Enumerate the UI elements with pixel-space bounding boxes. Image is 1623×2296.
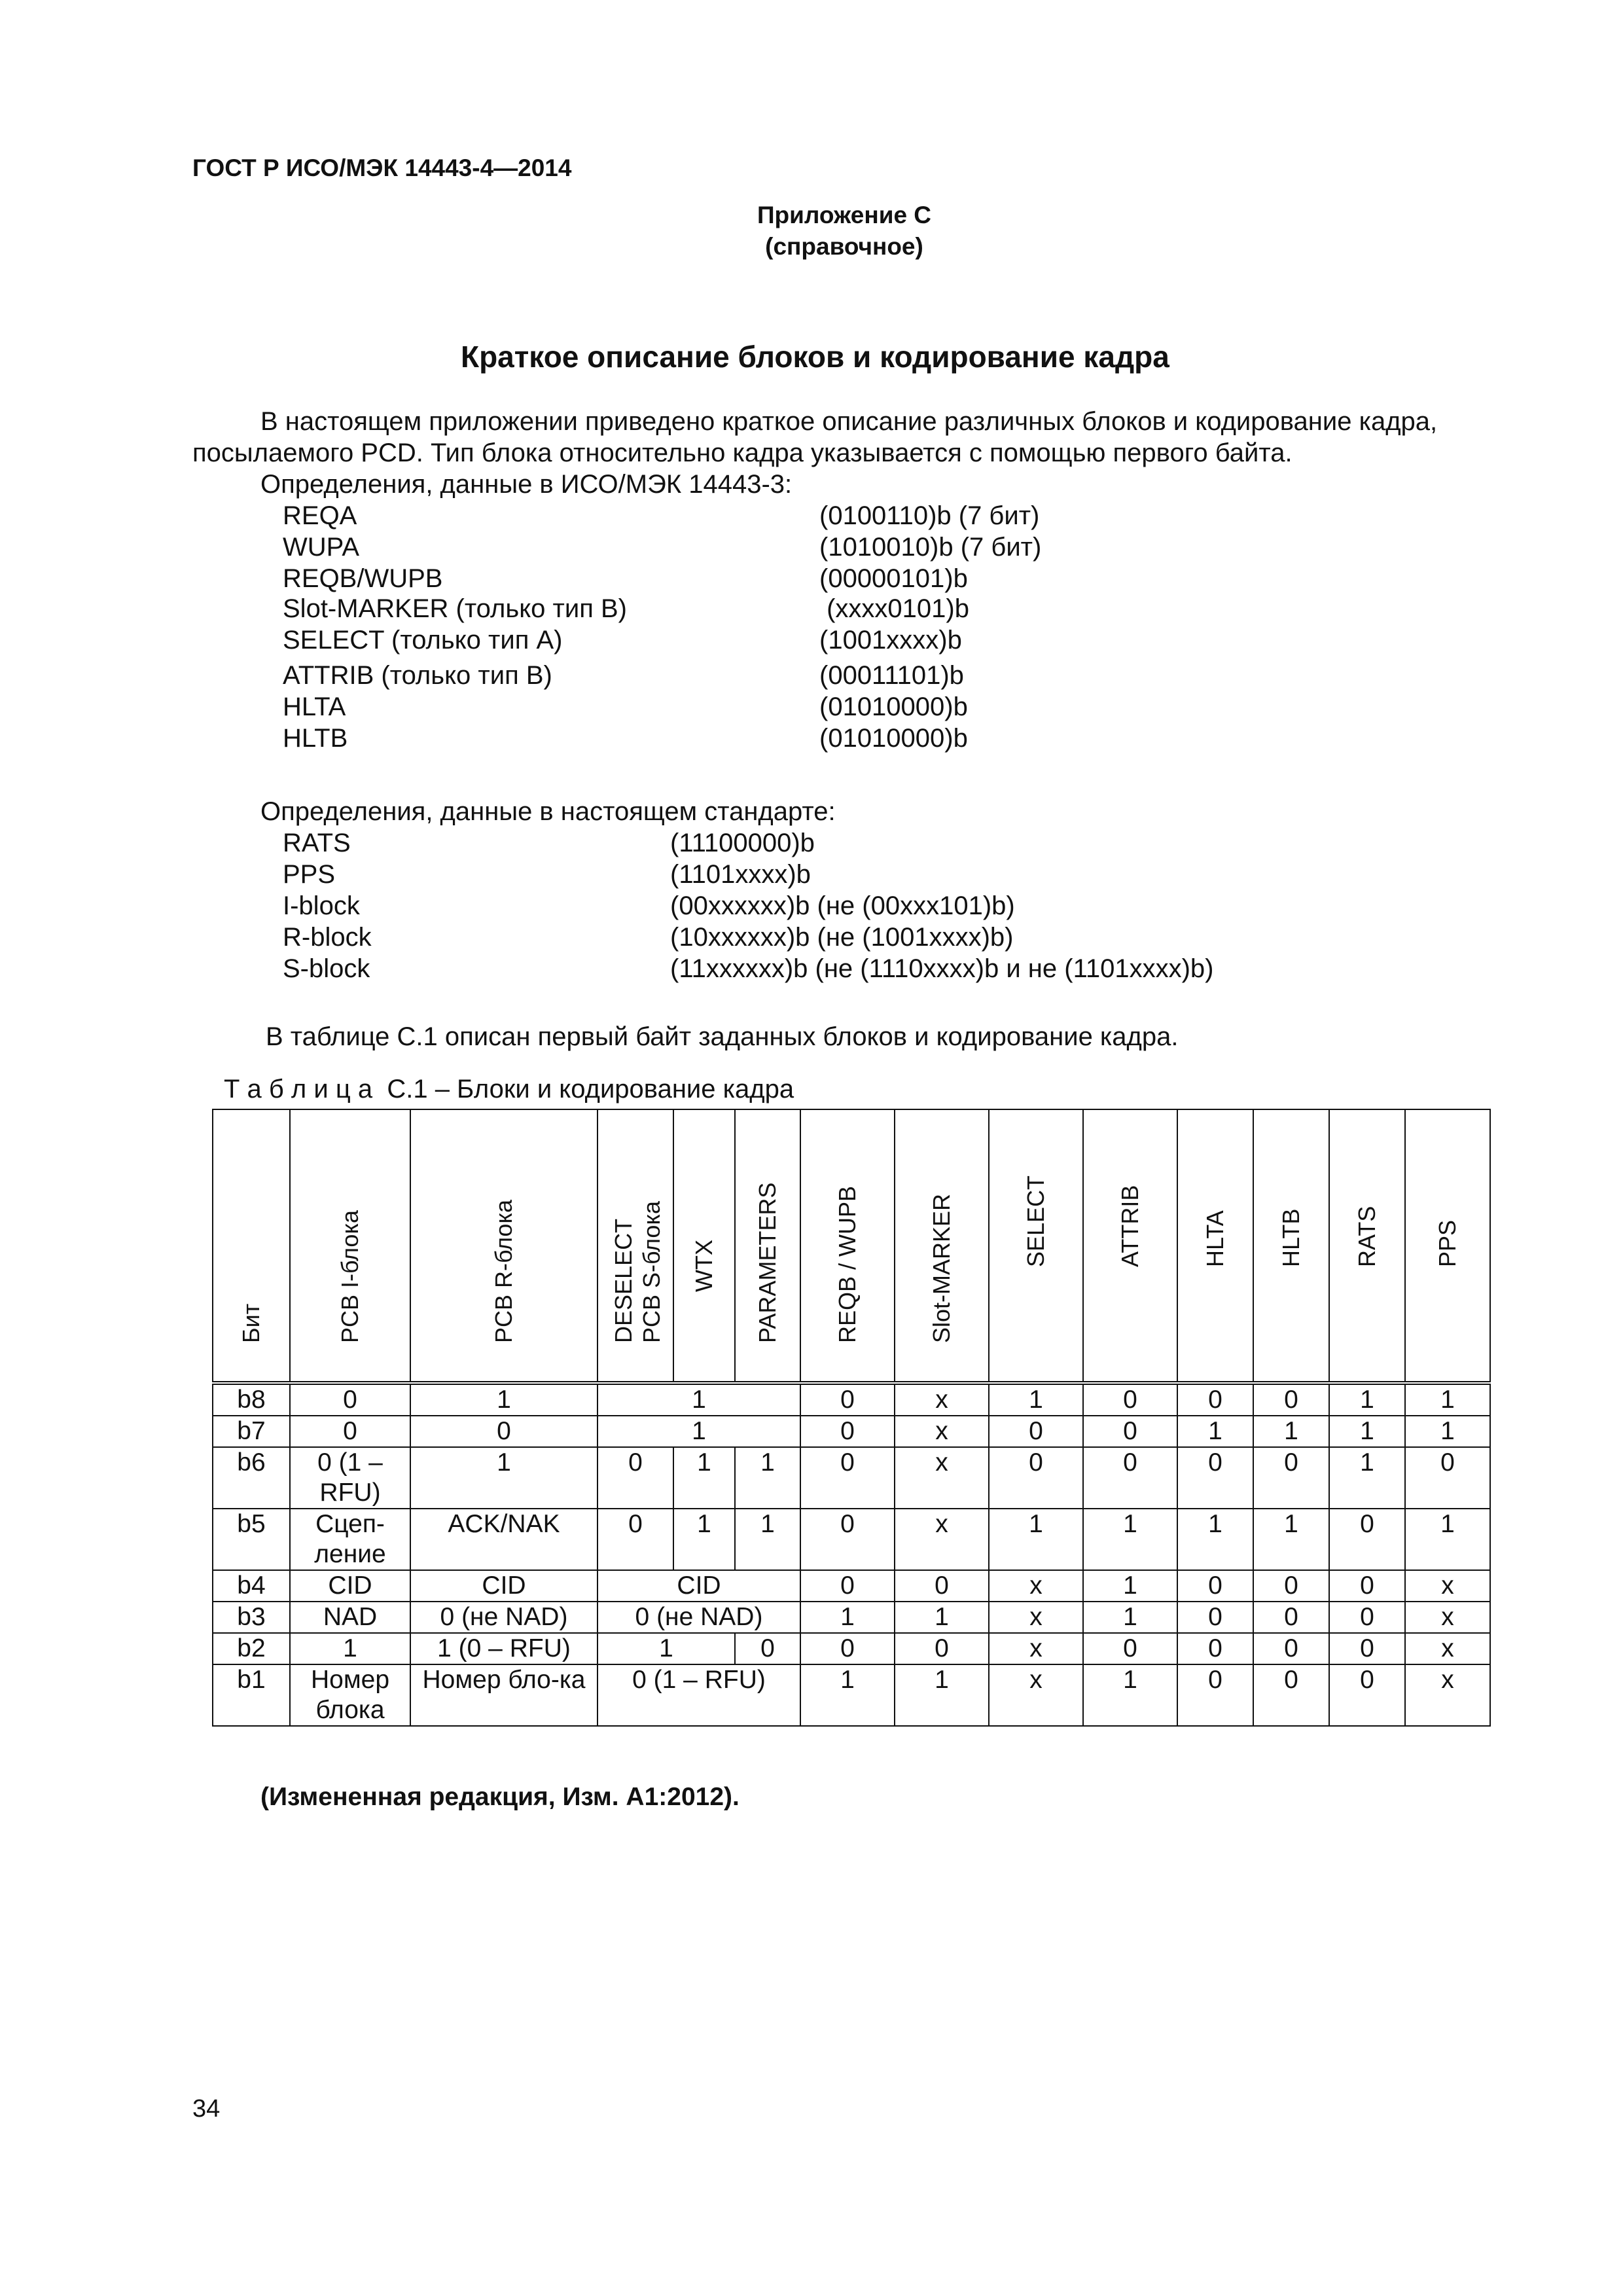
cell-r-block: 0	[410, 1416, 597, 1447]
cell-r-block: 0 (не NAD)	[410, 1602, 597, 1633]
cell-select: 1	[989, 1509, 1083, 1570]
cell-rats: 1	[1329, 1447, 1405, 1509]
appendix-type: (справочное)	[765, 233, 923, 260]
cell-slot-marker: 1	[895, 1664, 989, 1726]
def-code: (xxxx0101)b	[819, 594, 969, 623]
cell-r-block: Номер бло-ка	[410, 1664, 597, 1726]
cell-s-block: 1	[597, 1383, 800, 1416]
def-name: S-block	[283, 954, 370, 983]
cell-pps: x	[1405, 1570, 1490, 1602]
cell-reqb: 0	[800, 1633, 895, 1664]
cell-rats: 1	[1329, 1416, 1405, 1447]
def-code: (00000101)b	[819, 564, 968, 593]
cell-rats: 0	[1329, 1570, 1405, 1602]
cell-wtx: 1	[673, 1447, 735, 1509]
cell-hltb: 0	[1253, 1447, 1329, 1509]
cell-bit: b7	[213, 1416, 290, 1447]
cell-rats: 0	[1329, 1509, 1405, 1570]
page-number: 34	[192, 2095, 221, 2123]
table-row-b2	[213, 1633, 1490, 1664]
def-name: Slot-MARKER (только тип В)	[283, 594, 627, 623]
col-header-reqb: REQB / WUPB	[800, 1109, 895, 1383]
def-code: (1101xxxx)b	[670, 860, 811, 889]
def-code: (0100110)b (7 бит)	[819, 501, 1040, 530]
cell-r-block: CID	[410, 1570, 597, 1602]
def-name: R-block	[283, 923, 372, 952]
cell-attrib: 0	[1083, 1633, 1177, 1664]
intro-line-1: В настоящем приложении приведено краткое описание различных блоков и кодирование кадра,	[260, 407, 1438, 436]
cell-rats: 0	[1329, 1664, 1405, 1726]
cell-attrib: 1	[1083, 1509, 1177, 1570]
cell-i-block: 0	[290, 1416, 410, 1447]
def-code: (00xxxxxx)b (не (00xxx101)b)	[670, 891, 1015, 920]
cell-bit: b1	[213, 1664, 290, 1726]
def-name: PPS	[283, 860, 336, 889]
cell-pps: x	[1405, 1664, 1490, 1726]
cell-r-block: 1	[410, 1383, 597, 1416]
cell-hlta: 0	[1177, 1633, 1253, 1664]
col-header-select: SELECT	[989, 1109, 1083, 1383]
def-name: WUPA	[283, 533, 360, 562]
cell-select: 1	[989, 1383, 1083, 1416]
cell-r-block: 1	[410, 1447, 597, 1509]
cell-slot-marker: x	[895, 1383, 989, 1416]
cell-rats: 0	[1329, 1633, 1405, 1664]
cell-hlta: 0	[1177, 1602, 1253, 1633]
cell-i-block: NAD	[290, 1602, 410, 1633]
col-header-attrib: ATTRIB	[1083, 1109, 1177, 1383]
cell-i-block: Номер блока	[290, 1664, 410, 1726]
cell-pps: 0	[1405, 1447, 1490, 1509]
cell-hlta: 0	[1177, 1383, 1253, 1416]
cell-pps: x	[1405, 1602, 1490, 1633]
cell-bit: b5	[213, 1509, 290, 1570]
col-header-wtx: WTX	[673, 1109, 735, 1383]
col-header-pcb-i: PCB I-блока	[290, 1109, 410, 1383]
cell-deselect: 0	[597, 1447, 673, 1509]
cell-attrib: 0	[1083, 1447, 1177, 1509]
cell-select: x	[989, 1570, 1083, 1602]
cell-s-block: CID	[597, 1570, 800, 1602]
cell-reqb: 1	[800, 1602, 895, 1633]
cell-slot-marker: 0	[895, 1570, 989, 1602]
cell-bit: b2	[213, 1633, 290, 1664]
intro-line-2: посылаемого PCD. Тип блока относительно кадра указывается с помощью первого байта.	[192, 439, 1293, 467]
cell-hlta: 1	[1177, 1509, 1253, 1570]
cell-select: 0	[989, 1447, 1083, 1509]
cell-parameters: 1	[735, 1447, 800, 1509]
cell-i-block: 0	[290, 1383, 410, 1416]
cell-wtx: 1	[673, 1509, 735, 1570]
def-code: (11xxxxxx)b (не (1110xxxx)b и не (1101xxxx)b)	[670, 954, 1214, 983]
cell-bit: b4	[213, 1570, 290, 1602]
cell-hltb: 0	[1253, 1664, 1329, 1726]
cell-attrib: 1	[1083, 1570, 1177, 1602]
cell-hltb: 1	[1253, 1416, 1329, 1447]
cell-hltb: 0	[1253, 1570, 1329, 1602]
cell-bit: b6	[213, 1447, 290, 1509]
cell-parameters: 0	[735, 1633, 800, 1664]
def-code: (11100000)b	[670, 829, 815, 857]
cell-slot-marker: x	[895, 1509, 989, 1570]
cell-select: 0	[989, 1416, 1083, 1447]
cell-i-block: CID	[290, 1570, 410, 1602]
col-header-deselect: DESELECT PCB S-блока	[597, 1109, 673, 1383]
table-row-b6	[213, 1447, 1490, 1509]
cell-reqb: 0	[800, 1509, 895, 1570]
cell-r-block: ACK/NAK	[410, 1509, 597, 1570]
table-row-b4	[213, 1570, 1490, 1602]
cell-slot-marker: 1	[895, 1602, 989, 1633]
def-name: ATTRIB (только тип В)	[283, 661, 552, 690]
cell-i-block: 1	[290, 1633, 410, 1664]
cell-s-block: 0 (не NAD)	[597, 1602, 800, 1633]
def-name: RATS	[283, 829, 351, 857]
table-row-b5	[213, 1509, 1490, 1570]
table-intro: В таблице С.1 описан первый байт заданных блоков и кодирование кадра.	[266, 1022, 1179, 1051]
cell-pps: 1	[1405, 1416, 1490, 1447]
cell-reqb: 1	[800, 1664, 895, 1726]
cell-bit: b3	[213, 1602, 290, 1633]
def-name: I-block	[283, 891, 360, 920]
blocks-coding-table	[212, 1109, 1491, 1727]
def-code: (1010010)b (7 бит)	[819, 533, 1042, 562]
def-code: (1001xxxx)b	[819, 626, 962, 655]
cell-reqb: 0	[800, 1447, 895, 1509]
cell-reqb: 0	[800, 1416, 895, 1447]
table-caption: Т а б л и ц а С.1 – Блоки и кодирование кадра	[224, 1075, 794, 1103]
col-header-bit: Бит	[213, 1109, 290, 1383]
cell-attrib: 1	[1083, 1664, 1177, 1726]
page-title: Краткое описание блоков и кодирование кадра	[461, 340, 1169, 374]
cell-i-block: Сцеп-ление	[290, 1509, 410, 1570]
appendix-label: Приложение С	[757, 202, 932, 228]
def-name: HLTB	[283, 724, 348, 753]
table-header-row	[213, 1109, 1490, 1383]
cell-pps: x	[1405, 1633, 1490, 1664]
cell-attrib: 0	[1083, 1383, 1177, 1416]
def-code: (10xxxxxx)b (не (1001xxxx)b)	[670, 923, 1014, 952]
defs-this-heading: Определения, данные в настоящем стандарте:	[260, 797, 836, 826]
cell-rats: 1	[1329, 1383, 1405, 1416]
defs-iso-heading: Определения, данные в ИСО/МЭК 14443-3:	[260, 470, 793, 499]
def-name: HLTA	[283, 692, 346, 721]
def-code: (01010000)b	[819, 724, 968, 753]
cell-hlta: 1	[1177, 1416, 1253, 1447]
cell-hlta: 0	[1177, 1664, 1253, 1726]
col-header-slot-marker: Slot-MARKER	[895, 1109, 989, 1383]
table-row-b3	[213, 1602, 1490, 1633]
cell-pps: 1	[1405, 1509, 1490, 1570]
cell-s-block: 1	[597, 1633, 735, 1664]
cell-hlta: 0	[1177, 1447, 1253, 1509]
cell-reqb: 0	[800, 1383, 895, 1416]
cell-parameters: 1	[735, 1509, 800, 1570]
cell-deselect: 0	[597, 1509, 673, 1570]
cell-s-block: 0 (1 – RFU)	[597, 1664, 800, 1726]
col-header-pps: PPS	[1405, 1109, 1490, 1383]
cell-hlta: 0	[1177, 1570, 1253, 1602]
cell-hltb: 0	[1253, 1383, 1329, 1416]
cell-hltb: 0	[1253, 1602, 1329, 1633]
cell-slot-marker: x	[895, 1416, 989, 1447]
cell-attrib: 1	[1083, 1602, 1177, 1633]
cell-select: x	[989, 1664, 1083, 1726]
def-code: (01010000)b	[819, 692, 968, 721]
col-header-parameters: PARAMETERS	[735, 1109, 800, 1383]
cell-bit: b8	[213, 1383, 290, 1416]
table-row-b7	[213, 1416, 1490, 1447]
cell-i-block: 0 (1 – RFU)	[290, 1447, 410, 1509]
def-name: REQB/WUPB	[283, 564, 443, 593]
cell-reqb: 0	[800, 1570, 895, 1602]
standard-designation: ГОСТ Р ИСО/МЭК 14443-4—2014	[192, 154, 572, 181]
cell-select: x	[989, 1602, 1083, 1633]
def-code: (00011101)b	[819, 661, 964, 690]
amendment-note: (Измененная редакция, Изм. А1:2012).	[260, 1783, 740, 1811]
cell-r-block: 1 (0 – RFU)	[410, 1633, 597, 1664]
cell-slot-marker: x	[895, 1447, 989, 1509]
cell-attrib: 0	[1083, 1416, 1177, 1447]
col-header-hltb: HLTB	[1253, 1109, 1329, 1383]
table-row-b8	[213, 1383, 1490, 1416]
table-row-b1	[213, 1664, 1490, 1726]
col-header-rats: RATS	[1329, 1109, 1405, 1383]
cell-hltb: 1	[1253, 1509, 1329, 1570]
cell-s-block: 1	[597, 1416, 800, 1447]
cell-slot-marker: 0	[895, 1633, 989, 1664]
cell-rats: 0	[1329, 1602, 1405, 1633]
cell-hltb: 0	[1253, 1633, 1329, 1664]
def-name: REQA	[283, 501, 357, 530]
cell-pps: 1	[1405, 1383, 1490, 1416]
col-header-pcb-r: PCB R-блока	[410, 1109, 597, 1383]
def-name: SELECT (только тип А)	[283, 626, 563, 655]
col-header-hlta: HLTA	[1177, 1109, 1253, 1383]
cell-select: x	[989, 1633, 1083, 1664]
